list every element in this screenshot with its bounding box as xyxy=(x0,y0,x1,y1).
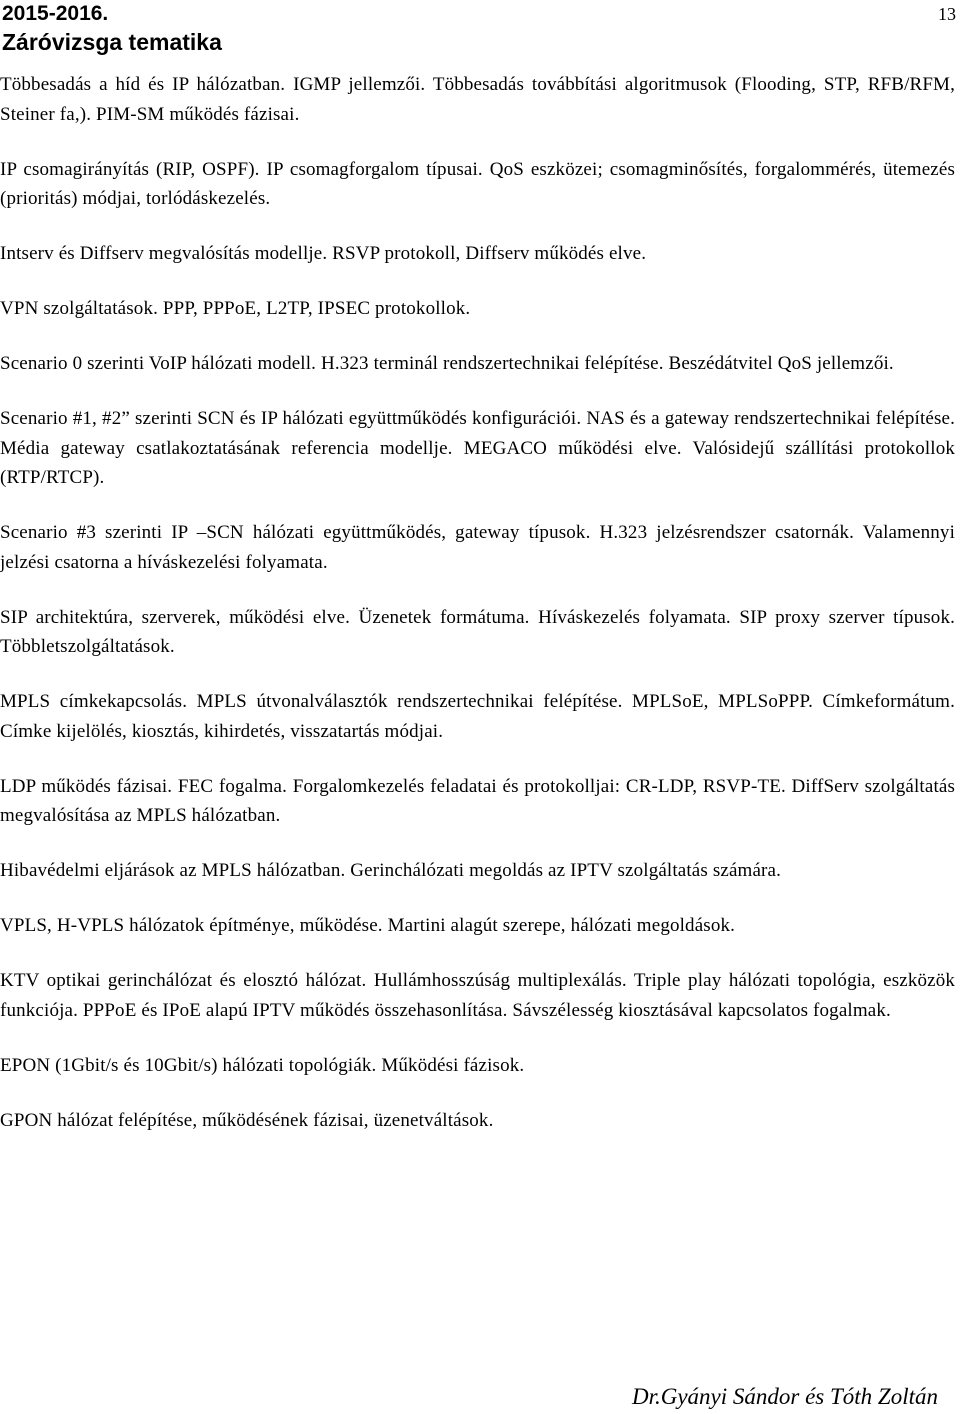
topic-paragraph-1: Többesadás a híd és IP hálózatban. IGMP jellemzői. Többesadás továbbítási algoritmusok (Flooding, STP, RFB/RFM, Steiner fa,). PIM-SM működés fázisai. xyxy=(0,74,955,125)
topic-paragraph-5: Scenario 0 szerinti VoIP hálózati modell. H.323 terminál rendszertechnikai felépítése. Beszédátvitel QoS jellemzői. xyxy=(0,353,894,374)
footer-authors: Dr.Gyányi Sándor és Tóth Zoltán xyxy=(631,1384,938,1409)
topic-list xyxy=(0,70,955,1161)
topic-paragraph-14: EPON (1Gbit/s és 10Gbit/s) hálózati topológiák. Működési fázisok. xyxy=(0,1054,525,1076)
topic-paragraph-15: GPON hálózat felépítése, működésének fázisai, üzenetváltások. xyxy=(0,1109,494,1131)
topic-paragraph-4: VPN szolgáltatások. PPP, PPPoE, L2TP, IPSEC protokollok. xyxy=(0,298,471,319)
topic-paragraph-7: Scenario #3 szerinti IP –SCN hálózati együttműködés, gateway típusok. H.323 jelzésrendszer csatornák. Valamennyi jelzési csatorna a híváskezelési folyamata. xyxy=(0,522,955,573)
academic-year: 2015-2016. xyxy=(2,2,109,25)
topic-paragraph-12: VPLS, H-VPLS hálózatok építménye, működése. Martini alagút szerepe, hálózati megoldások. xyxy=(0,915,736,936)
topic-paragraph-10: LDP működés fázisai. FEC fogalma. Forgalomkezelés feladatai és protokolljai: CR-LDP, RSVP-TE. DiffServ szolgáltatás megvalósítása az MPLS hálózatban. xyxy=(0,775,955,826)
page-number: 13 xyxy=(938,4,956,24)
topic-paragraph-13: KTV optikai gerinchálózat és elosztó hálózat. Hullámhosszúság multiplexálás. Triple play hálózati topológia, eszközök funkciója. PPPoE és IPoE alapú IPTV működés összehasonlítása. Sávszélesség kiosztásával kapcsolatos fogalmak. xyxy=(0,970,955,1021)
topic-paragraph-11: Hibavédelmi eljárások az MPLS hálózatban. Gerinchálózati megoldás az IPTV szolgáltatás számára. xyxy=(0,860,782,881)
topic-paragraph-2: IP csomagirányítás (RIP, OSPF). IP csomagforgalom típusai. QoS eszközei; csomagminősítés, forgalommérés, ütemezés (prioritás) módjai, torlódáskezelés. xyxy=(0,158,955,209)
topic-paragraph-9: MPLS címkekapcsolás. MPLS útvonalválasztók rendszertechnikai felépítése. MPLSoE, MPLSoPPP. Címkeformátum. Címke kijelölés, kiosztás, kihirdetés, visszatartás módjai. xyxy=(0,691,955,742)
topic-paragraph-6: Scenario #1, #2” szerinti SCN és IP hálózati együttműködés konfigurációi. NAS és a gateway rendszertechnikai felépítése. Média gateway csatlakoztatásának referencia modellje. MEGACO működési elve. Valósidejű szállítási protokollok (RTP/RTCP). xyxy=(0,408,955,488)
topic-paragraph-8: SIP architektúra, szerverek, működési elve. Üzenetek formátuma. Híváskezelés folyamata. SIP proxy szerver típusok. Többletszolgáltatások. xyxy=(0,606,955,657)
page-title: Záróvizsga tematika xyxy=(2,29,222,55)
page-header xyxy=(0,0,960,70)
topic-paragraph-3: Intserv és Diffserv megvalósítás modellje. RSVP protokoll, Diffserv működés elve. xyxy=(0,243,647,264)
